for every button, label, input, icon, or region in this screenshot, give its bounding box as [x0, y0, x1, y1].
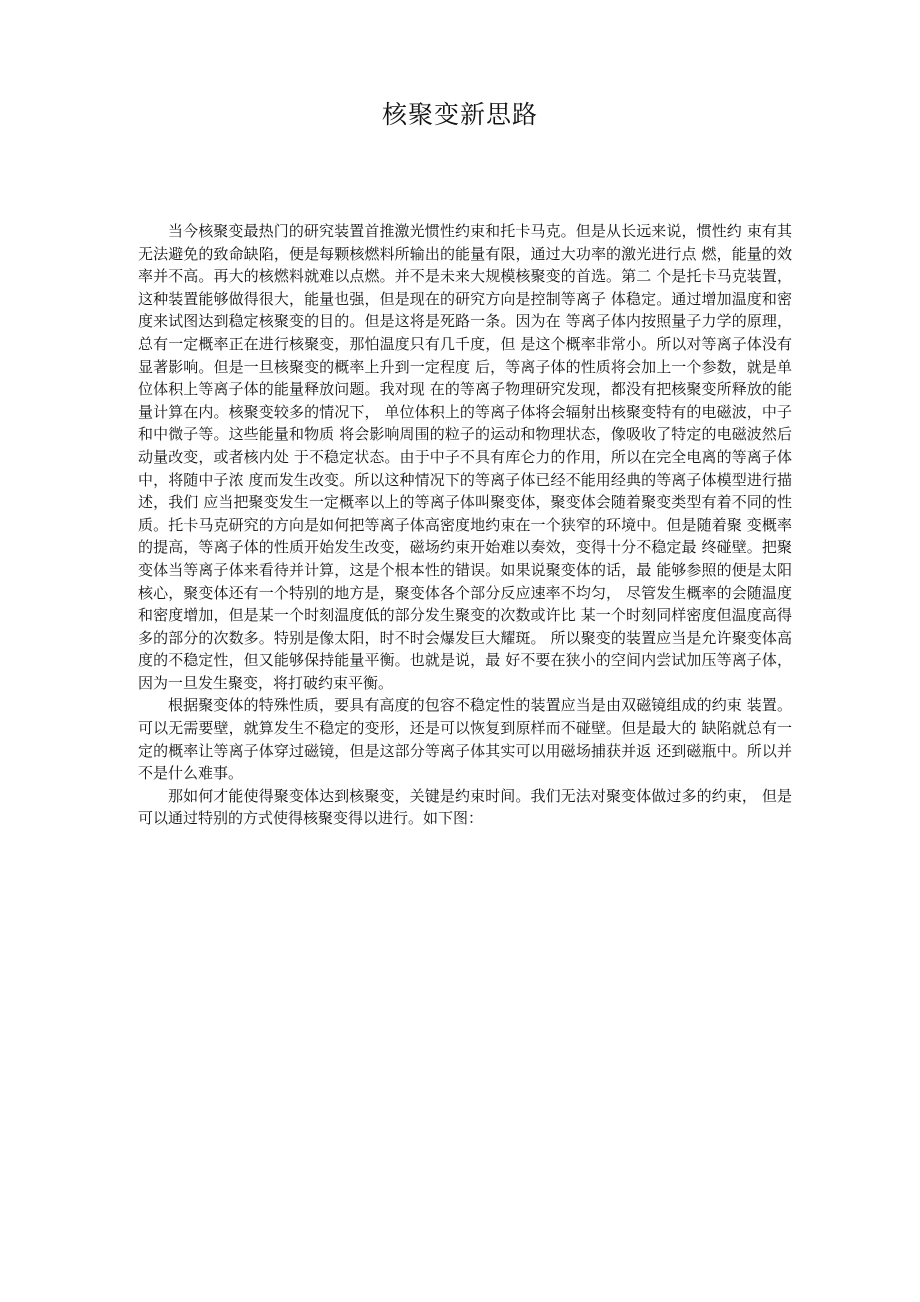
document-body	[138, 220, 792, 830]
paragraph-2: 根据聚变体的特殊性质，要具有高度的包容不稳定性的装置应当是由双磁镜组成的约束 装置。可以无需要壁，就算发生不稳定的变形，还是可以恢复到原样而不碰壁。但是最大的 缺陷就总有一定的概率让等离子体穿过磁镜，但是这部分等离子体其实可以用磁场捕获并返 还到磁瓶中。所以并不是什么难事。	[138, 696, 792, 783]
paragraph-1: 当今核聚变最热门的研究装置首推激光惯性约束和托卡马克。但是从长远来说，惯性约 束有其无法避免的致命缺陷，便是每颗核燃料所输出的能量有限，通过大功率的激光进行点 燃，能量的效率并不高。再大的核燃料就难以点燃。并不是未来大规模核聚变的首选。第二 个是托卡马克装置，这种装置能够做得很大，能量也强，但是现在的研究方向是控制等离子 体稳定。通过增加温度和密度来试图达到稳定核聚变的目的。但是这将是死路一条。因为在 等离子体内按照量子力学的原理，总有一定概率正在进行核聚变，那怕温度只有几千度，但 是这个概率非常小。所以对等离子体没有显著影响。但是一旦核聚变的概率上升到一定程度 后，等离子体的性质将会加上一个参数，就是单位体积上等离子体的能量释放问题。我对现 在的等离子物理研究发现，都没有把核聚变所释放的能量计算在内。核聚变较多的情况下， 单位体积上的等离子体将会辐射出核聚变特有的电磁波，中子和中微子等。这些能量和物质 将会影响周围的粒子的运动和物理状态，像吸收了特定的电磁波然后动量改变，或者核内处 于不稳定状态。由于中子不具有库仑力的作用，所以在完全电离的等离子体中，将随中子浓 度而发生改变。所以这种情况下的等离子体已经不能用经典的等离子体模型进行描述，我们 应当把聚变发生一定概率以上的等离子体叫聚变体，聚变体会随着聚变类型有着不同的性 质。托卡马克研究的方向是如何把等离子体高密度地约束在一个狭窄的环境中。但是随着聚 变概率的提高，等离子体的性质开始发生改变，磁场约束开始难以奏效，变得十分不稳定最 终碰壁。把聚变体当等离子体来看待并计算，这是个根本性的错误。如果说聚变体的话，最 能够参照的便是太阳核心，聚变体还有一个特别的地方是，聚变体各个部分反应速率不均匀， 尽管发生概率的会随温度和密度增加，但是某一个时刻温度低的部分发生聚变的次数或许比 某一个时刻同样密度但温度高得多的部分的次数多。特别是像太阳，时不时会爆发巨大耀斑。 所以聚变的装置应当是允许聚变体高度的不稳定性，但又能够保持能量平衡。也就是说，最 好不要在狭小的空间内尝试加压等离子体，因为一旦发生聚变，将打破约束平衡。	[138, 222, 792, 692]
paragraph-3: 那如何才能使得聚变体达到核聚变，关键是约束时间。我们无法对聚变体做过多的约束， 但是可以通过特别的方式使得核聚变得以进行。如下图：	[138, 786, 792, 828]
document-title: 核聚变新思路	[381, 100, 538, 129]
